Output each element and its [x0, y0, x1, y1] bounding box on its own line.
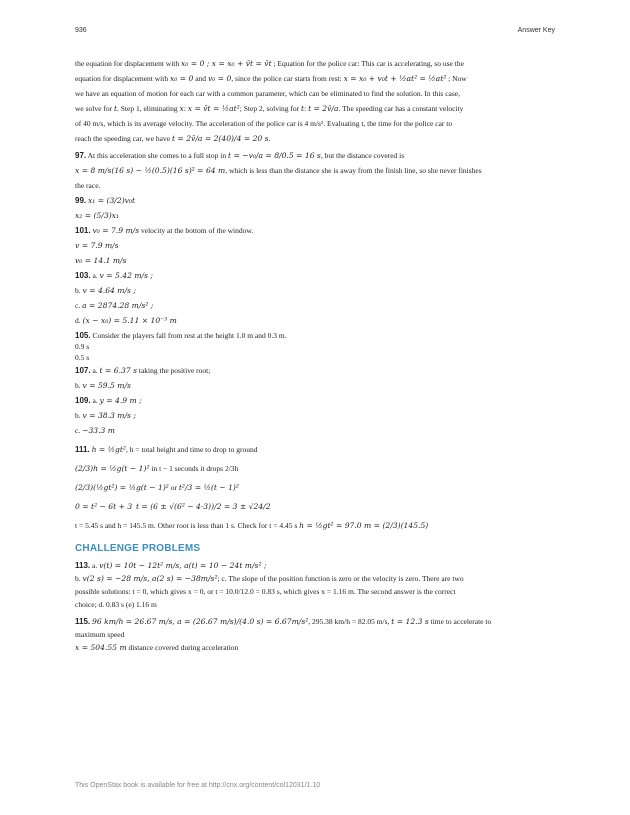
equation: t = 2v̄/a = 2(40)/4 = 20 s: [171, 134, 269, 143]
part-label: d.: [75, 316, 81, 325]
answer-text: , which is less than the distance she is away from the finish line, so she never finishes: [225, 166, 482, 175]
answer-number: 107.: [75, 366, 91, 375]
equation: x = 8 m/s(16 s) − ½(0.5)(16 s)² = 64 m: [75, 166, 226, 175]
answer-103: [75, 268, 554, 328]
answer-key-content: [75, 56, 554, 654]
equation: x = 504.55 m: [75, 643, 127, 652]
equation: −33.3 m: [82, 426, 115, 435]
equation: t = (6 ± √(6² − 4·3))/2 = 3 ± √24/2: [135, 502, 271, 511]
part-label: a.: [92, 271, 98, 280]
intro-text: ; Equation for the police car: This car is accelerating, so use the: [273, 59, 464, 68]
answer-text: ; c. The slope of the position function is zero or the velocity is zero. There are two: [217, 574, 464, 583]
intro-text: ; Now: [448, 74, 467, 83]
equation: x: [179, 104, 184, 113]
part-label: b.: [75, 286, 81, 295]
equation: y = 4.9 m ;: [99, 396, 142, 405]
answer-text: in t − 1 seconds it drops 2/3h: [151, 464, 239, 473]
equation: h = ½gt² = 97.0 m = (2/3)(145.5): [299, 521, 429, 530]
intro-text: . Step 1, eliminating: [117, 104, 178, 113]
answer-text: t = 5.45 s and h = 145.5 m. Other root is less than 1 s. Check for t = 4.45 s: [75, 521, 298, 530]
intro-text: . The speeding car has a constant velocity: [338, 104, 464, 113]
equation: (2/3)(½gt²) = ½g(t − 1)²: [75, 483, 169, 492]
answer-number: 105.: [75, 331, 91, 340]
intro-text: the equation for displacement with: [75, 59, 180, 68]
equation: x = v̄t = ½at²: [187, 104, 240, 113]
intro-text: and: [195, 74, 207, 83]
answer-text: distance covered during acceleration: [128, 643, 239, 652]
answer-107: [75, 363, 554, 393]
intro-paragraph: [75, 56, 554, 146]
equation: t: [113, 104, 118, 113]
equation: v = 7.9 m/s: [75, 241, 119, 250]
answer-text: Consider the players fall from rest at the height 1.0 m and 0.3 m.: [92, 331, 287, 340]
answer-text: , 295.38 km/h = 82.05 m/s,: [308, 617, 390, 626]
intro-text: :: [183, 104, 186, 113]
intro-text: :: [304, 104, 307, 113]
equation: (x − x₀) = 5.11 × 10⁻³ m: [82, 316, 177, 325]
equation: v = 4.64 m/s ;: [82, 286, 136, 295]
equation: t: [301, 104, 305, 113]
answer-text: time to accelerate to: [430, 617, 492, 626]
equation: v(2 s) = −28 m/s, a(2 s) = −38m/s²: [82, 574, 218, 583]
answer-text: , but the distance covered is: [320, 151, 405, 160]
intro-text: equation for displacement with: [75, 74, 169, 83]
intro-text: .: [268, 134, 271, 143]
equation: 0 = t² − 6t + 3: [75, 502, 133, 511]
equation: x = x₀ + v₀t + ½at² = ½at²: [343, 74, 447, 83]
answer-number: 99.: [75, 196, 87, 205]
equation: v₀ = 7.9 m/s: [92, 226, 140, 235]
answer-105: [75, 330, 554, 363]
answer-text: maximum speed: [75, 630, 125, 639]
equation: a = 2874.28 m/s² ;: [82, 301, 154, 310]
answer-text: 0.5 s: [75, 353, 90, 362]
equation: t = 2v̄/a: [308, 104, 339, 113]
part-label: b.: [75, 574, 81, 583]
answer-101: [75, 223, 554, 268]
answer-text: At this acceleration she comes to a full stop in: [87, 151, 227, 160]
answer-number: 113.: [75, 561, 91, 570]
intro-text: , since the police car starts from rest:: [231, 74, 342, 83]
equation: v(t) = 10t − 12t² m/s, a(t) = 10 − 24t m/s² ;: [99, 561, 267, 570]
answer-text: 0.9 s: [75, 342, 90, 351]
answer-number: 111.: [75, 445, 90, 454]
answer-109: [75, 393, 554, 438]
answer-text: possible solutions: t = 0, which gives x = 0, or t = 10.0/12.0 = 0.83 s, which gives x = 1.16 m. The second answer is the correct: [75, 587, 456, 596]
equation: t = −v₀/a = 8/0.5 = 16 s: [227, 151, 321, 160]
equation: v = 5.42 m/s ;: [99, 271, 153, 280]
intro-text: we have an equation of motion for each car with a common parameter, which can be eliminated to find the solution. In this case,: [75, 89, 460, 98]
equation: x₀ = 0: [169, 74, 194, 83]
answer-number: 109.: [75, 396, 91, 405]
answer-text: velocity at the bottom of the window.: [141, 226, 254, 235]
equation: (2/3)h = ½g(t − 1)²: [75, 464, 150, 473]
page-number: 936: [75, 27, 87, 34]
part-label: a.: [92, 366, 98, 375]
running-header: Answer Key: [517, 27, 555, 34]
equation: h = ½gt²: [91, 445, 126, 454]
equation: t²/3 = ½(t − 1)²: [178, 483, 239, 492]
answer-number: 101.: [75, 226, 91, 235]
equation: t = 12.3 s: [391, 617, 429, 626]
answer-text: or: [170, 483, 177, 492]
intro-text: reach the speeding car, we have: [75, 134, 171, 143]
answer-number: 97.: [75, 151, 87, 160]
equation: x₁ = (3/2)v₀t: [88, 196, 136, 205]
part-label: c.: [75, 301, 81, 310]
answer-text: the race.: [75, 181, 101, 190]
intro-text: we solve for: [75, 104, 113, 113]
equation: v₀ = 14.1 m/s: [75, 256, 127, 265]
footer-link-text: This OpenStax book is available for free at http://cnx.org/content/col12031/1.10: [75, 782, 321, 789]
equation: 96 km/h = 26.67 m/s, a = (26.67 m/s)/(4.0 s) = 6.67m/s²: [92, 617, 309, 626]
equation: v₀ = 0: [207, 74, 232, 83]
answer-number: 115.: [75, 617, 91, 626]
answer-111: [75, 440, 554, 535]
equation: x₀ = 0 ; x = x₀ + v̄t = v̄t: [181, 59, 272, 68]
part-label: b.: [75, 381, 81, 390]
answer-text: taking the positive root;: [138, 366, 211, 375]
challenge-problems-heading: CHALLENGE PROBLEMS: [75, 543, 201, 554]
part-label: a.: [92, 561, 98, 570]
part-label: a.: [92, 396, 98, 405]
equation: v = 38.3 m/s ;: [82, 411, 136, 420]
equation: v = 59.5 m/s: [82, 381, 131, 390]
part-label: b.: [75, 411, 81, 420]
intro-text: of 40 m/s, which is its average velocity. The acceleration of the police car is 4 m/s². Evaluating t, the time for the police car to: [75, 119, 453, 128]
equation: t = 6.37 s: [99, 366, 138, 375]
equation: x₂ = (5/3)x₁: [75, 211, 119, 220]
answer-number: 103.: [75, 271, 91, 280]
intro-text: ; Step 2, solving for: [239, 104, 300, 113]
answer-113: [75, 559, 554, 611]
answer-text: , h = total height and time to drop to ground: [125, 445, 258, 454]
part-label: c.: [75, 426, 81, 435]
answer-99: [75, 193, 554, 223]
answer-text: choice; d. 0.83 s (e) 1.16 m: [75, 600, 157, 609]
answer-97: [75, 148, 554, 193]
answer-115: [75, 615, 554, 654]
